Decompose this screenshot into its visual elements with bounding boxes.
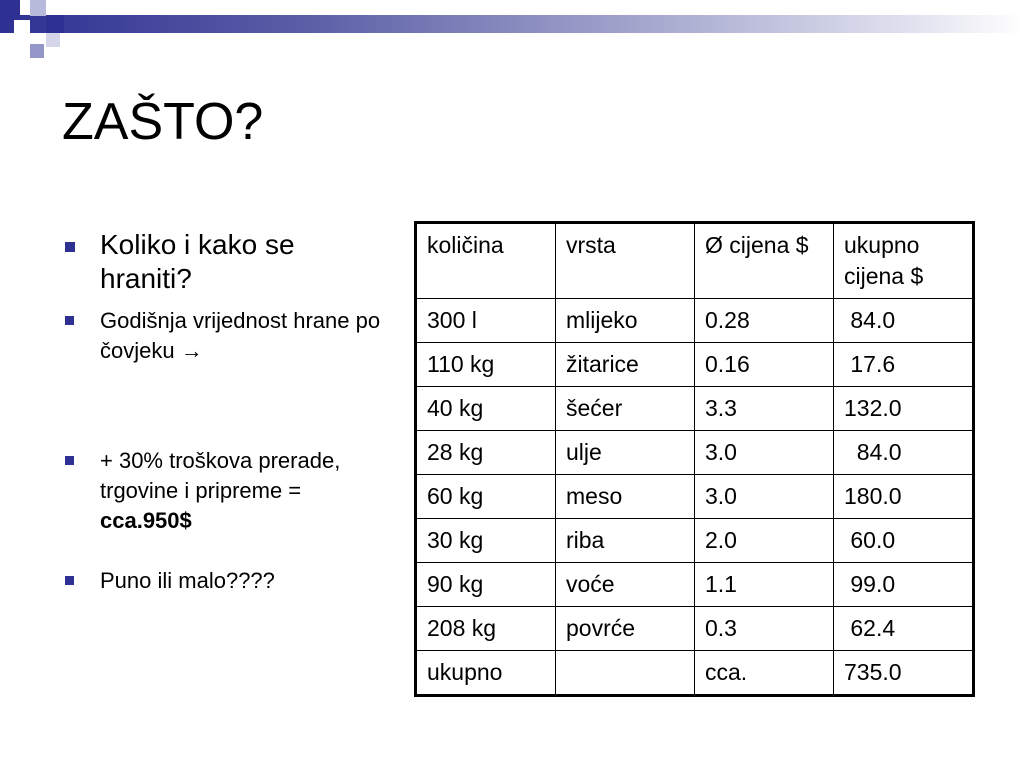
square-bullet-icon	[65, 576, 74, 585]
bullet-text: Puno ili malo????	[100, 568, 275, 593]
table-cell: 0.28	[695, 299, 834, 343]
table-row	[416, 343, 974, 387]
table-cell: 60 kg	[416, 475, 556, 519]
square-bullet-icon	[65, 456, 74, 465]
table-cell: 90 kg	[416, 563, 556, 607]
column-header: količina	[416, 223, 556, 299]
square-bullet-icon	[65, 242, 75, 252]
table-cell: mlijeko	[556, 299, 695, 343]
table-cell: 0.3	[695, 607, 834, 651]
table-row	[416, 475, 974, 519]
food-cost-table	[414, 221, 975, 697]
table-cell: povrće	[556, 607, 695, 651]
table-cell: 300 l	[416, 299, 556, 343]
table-cell: 3.3	[695, 387, 834, 431]
table-cell	[556, 651, 695, 696]
table-cell: 110 kg	[416, 343, 556, 387]
table-cell: 84.0	[834, 299, 974, 343]
bullet-item	[62, 228, 382, 296]
table-header-row	[416, 223, 974, 299]
deco-square	[30, 0, 46, 16]
table-cell: žitarice	[556, 343, 695, 387]
table-cell: 735.0	[834, 651, 974, 696]
deco-square	[46, 33, 60, 47]
table-cell: 208 kg	[416, 607, 556, 651]
deco-square	[30, 44, 44, 58]
table-row	[416, 299, 974, 343]
table-cell: 1.1	[695, 563, 834, 607]
table-cell: voće	[556, 563, 695, 607]
table-cell: 84.0	[834, 431, 974, 475]
bullet-text: Koliko i kako se hraniti?	[100, 229, 295, 294]
table-row	[416, 431, 974, 475]
table-cell: ulje	[556, 431, 695, 475]
table-cell: 0.16	[695, 343, 834, 387]
table-row	[416, 651, 974, 696]
column-header: vrsta	[556, 223, 695, 299]
deco-square	[14, 20, 30, 36]
table-row	[416, 519, 974, 563]
deco-square	[46, 15, 64, 33]
bullet-list	[62, 228, 382, 596]
table-cell: 62.4	[834, 607, 974, 651]
table-cell: cca.	[695, 651, 834, 696]
table-cell: 99.0	[834, 563, 974, 607]
table-cell: meso	[556, 475, 695, 519]
bullet-emphasis: cca.950$	[100, 508, 192, 533]
column-header: Ø cijena $	[695, 223, 834, 299]
table-cell: šećer	[556, 387, 695, 431]
square-bullet-icon	[65, 316, 74, 325]
table-cell: 28 kg	[416, 431, 556, 475]
table-cell: 40 kg	[416, 387, 556, 431]
bullet-text: + 30% troškova prerade, trgovine i pripreme =	[100, 448, 341, 503]
table-cell: 30 kg	[416, 519, 556, 563]
table-cell: 3.0	[695, 431, 834, 475]
bullet-item	[62, 446, 382, 536]
table-cell: riba	[556, 519, 695, 563]
table-cell: 180.0	[834, 475, 974, 519]
deco-square	[0, 0, 20, 20]
bullet-item	[62, 566, 382, 596]
bullet-item	[62, 306, 382, 366]
table-row	[416, 387, 974, 431]
table-cell: 60.0	[834, 519, 974, 563]
slide-title: ZAŠTO?	[62, 93, 264, 151]
bullet-text: Godišnja vrijednost hrane po čovjeku →	[100, 308, 381, 363]
column-header: ukupno cijena $	[834, 223, 974, 299]
header-gradient-bar	[0, 15, 1024, 33]
table-row	[416, 607, 974, 651]
table-cell: 132.0	[834, 387, 974, 431]
table-cell: 17.6	[834, 343, 974, 387]
table-cell: 2.0	[695, 519, 834, 563]
table-cell: ukupno	[416, 651, 556, 696]
table-cell: 3.0	[695, 475, 834, 519]
table-row	[416, 563, 974, 607]
